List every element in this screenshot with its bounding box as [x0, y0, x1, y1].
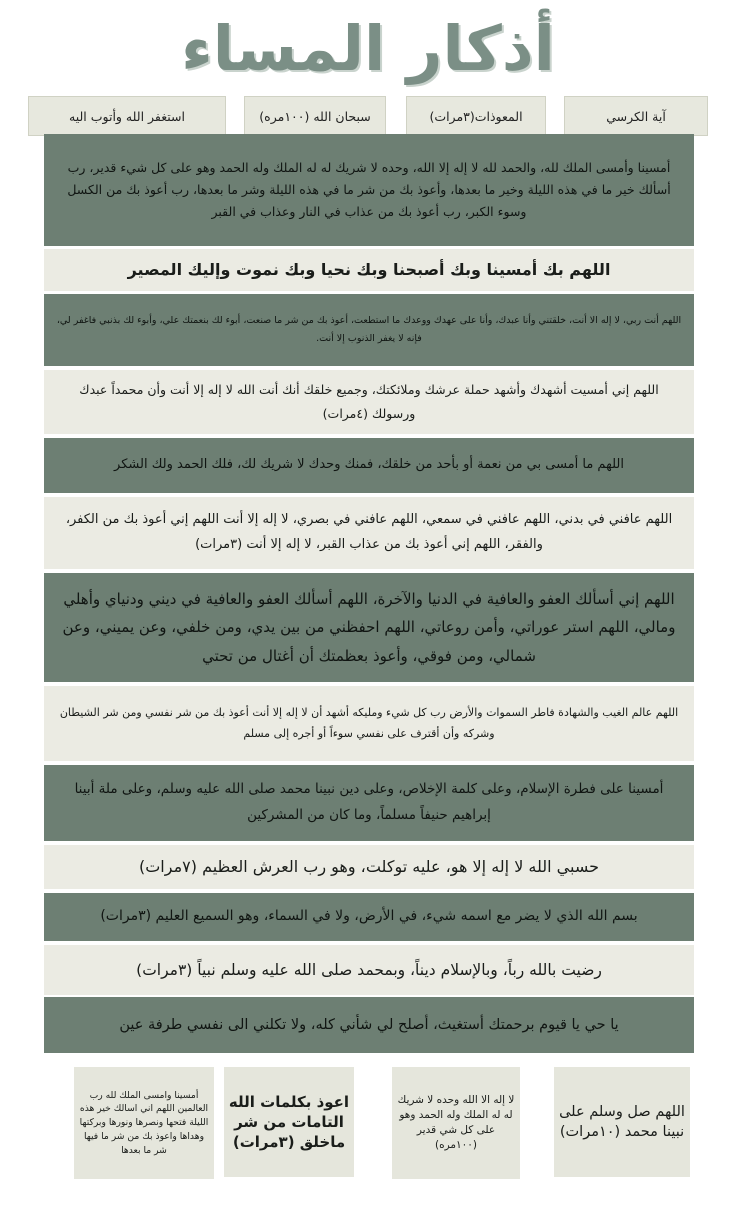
dhikr-1: أمسينا وأمسى الملك لله، والحمد لله لا إله إلا الله، وحده لا شريك له له الملك وله الحمد وهو على كل شيء قدير، رب أسألك خير ما في هذه الليلة وخير ما بعدها، وأعوذ بك من شر ما في هذه الليلة وشر ما بعدها، رب أعوذ بك من الكسل وسوء الكبر، رب أعوذ بك من عذاب في النار وعذاب في القبر: [44, 134, 694, 246]
card-tahlil: لا إله الا الله وحده لا شريك له له الملك وله الحمد وهو على كل شي قدير (١٠٠مره): [392, 1067, 520, 1179]
dhikr-7: اللهم إني أسألك العفو والعافية في الدنيا والآخرة، اللهم أسألك العفو والعافية في ديني ودنياي وأهلي ومالي، اللهم استر عوراتي، وأمن روعاتي، اللهم احفظني من بين يدي، ومن خلفي، وعن يميني، وعن شمالي، ومن فوقي، وأعوذ بعظمتك أن أغتال من تحتي: [44, 573, 694, 682]
card-salawat: اللهم صل وسلم على نبينا محمد (١٠مرات): [554, 1067, 690, 1177]
dhikr-5: اللهم ما أمسى بي من نعمة أو بأحد من خلقك، فمنك وحدك لا شريك لك، فلك الحمد ولك الشكر: [44, 438, 694, 493]
tab-ayat-al-kursi: آية الكرسي: [564, 96, 708, 136]
dhikr-12: رضيت بالله رباً، وبالإسلام ديناً، وبمحمد صلى الله عليه وسلم نبياً (٣مرات): [44, 945, 694, 995]
dhikr-6: اللهم عافني في بدني، اللهم عافني في سمعي، اللهم عافني في بصري، لا إله إلا أنت اللهم إني أعوذ بك من الكفر، والفقر، اللهم إني أعوذ بك من عذاب القبر، لا إله إلا أنت (٣مرات): [44, 497, 694, 569]
card-amsayna: أمسينا وامسى الملك لله رب العالمين اللهم اني اسالك خير هذه الليلة فتحها ونصرها ونورها وبركتها وهداها واعوذ بك من شر ما فيها شر ما بعدها: [74, 1067, 214, 1179]
dhikr-11: بسم الله الذي لا يضر مع اسمه شيء، في الأرض، ولا في السماء، وهو السميع العليم (٣مرات): [44, 893, 694, 941]
dhikr-3: اللهم أنت ربي، لا إله الا أنت، خلقتني وأنا عبدك، وأنا على عهدك ووعدك ما استطعت، أعوذ بك من شر ما صنعت، أبوء لك بنعمتك علي، وأبوء لك بذنبي فاغفر لي، فإنه لا يغفر الذنوب إلا أنت.: [44, 294, 694, 366]
dhikr-8: اللهم عالم الغيب والشهادة فاطر السموات والأرض رب كل شيء ومليكه أشهد أن لا إله إلا أنت أعوذ بك من شر نفسي ومن شر الشيطان وشركه وأن أقترف على نفسي سوءاً أو أجره إلى مسلم: [44, 686, 694, 761]
tab-muawwidhat: المعوذات(٣مرات): [406, 96, 546, 136]
tabs-row: [28, 96, 708, 136]
tab-istighfar: استغفر الله وأتوب اليه: [28, 96, 226, 136]
card-auzu-bikalimat: اعوذ بكلمات الله التامات من شر ماخلق (٣مرات): [224, 1067, 354, 1177]
tab-subhan-allah: سبحان الله (١٠٠مره): [244, 96, 386, 136]
dhikr-2: اللهم بك أمسينا وبك أصبحنا وبك نحيا وبك نموت وإليك المصير: [44, 249, 694, 291]
dhikr-9: أمسينا على فطرة الإسلام، وعلى كلمة الإخلاص، وعلى دين نبينا محمد صلى الله عليه وسلم، وعلى ملة أبينا إبراهيم حنيفاً مسلماً، وما كان من المشركين: [44, 765, 694, 841]
dhikr-13: يا حي يا قيوم برحمتك أستغيث، أصلح لي شأني كله، ولا تكلني الى نفسي طرفة عين: [44, 997, 694, 1053]
page-title: أذكار المساء: [181, 12, 555, 85]
dhikr-10: حسبي الله لا إله إلا هو، عليه توكلت، وهو رب العرش العظيم (٧مرات): [44, 845, 694, 889]
dhikr-4: اللهم إني أمسيت أشهدك وأشهد حملة عرشك وملائكتك، وجميع خلقك أنك أنت الله لا إله إلا أنت وأن محمداً عبدك ورسولك (٤مرات): [44, 370, 694, 434]
